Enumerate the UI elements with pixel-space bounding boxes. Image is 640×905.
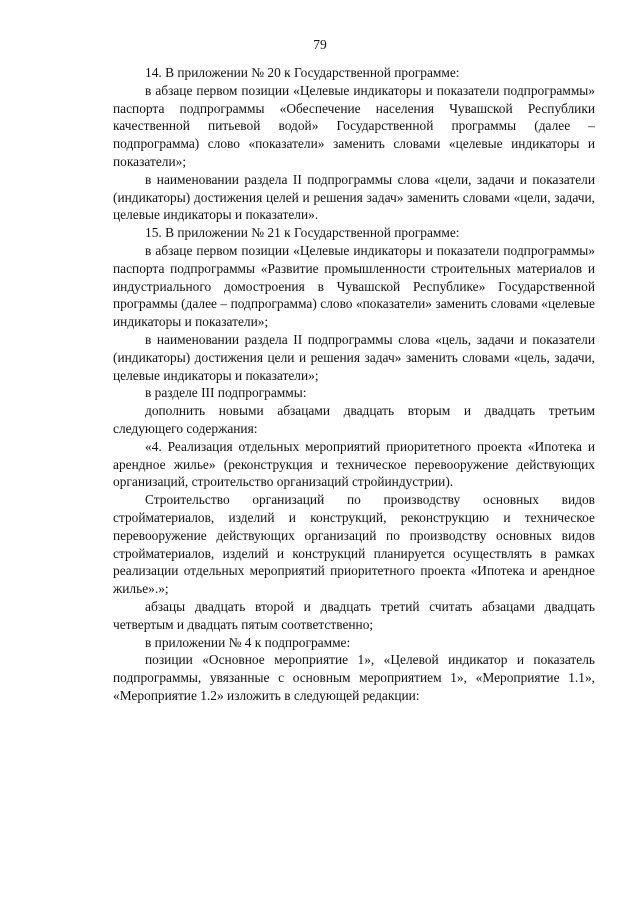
paragraph-item-14: 14. В приложении № 20 к Государственной программе: <box>145 65 460 80</box>
paragraph-passport-indicators-water: в абзаце первом позиции «Целевые индикаторы и показатели подпрограммы» паспорта подпрограммы «Обеспечение населения Чувашской Республики качественной питьевой водой» Государственной программы (далее – подпрограмма) слово «показатели» заменить словами «целевые индикаторы и показатели»; <box>113 82 595 169</box>
paragraph-renumber: абзацы двадцать второй и двадцать третий считать абзацами двадцать четвертым и двадцать пятым соответственно; <box>113 598 595 632</box>
paragraph-section-3: в разделе III подпрограммы: <box>145 385 307 401</box>
paragraph-add-abzacy: дополнить новыми абзацами двадцать вторым и двадцать третьим следующего содержания: <box>113 403 595 436</box>
document-body <box>113 64 595 705</box>
paragraph-positions: позиции «Основное мероприятие 1», «Целевой индикатор и показатель подпрограммы, увязанные с основным мероприятием 1», «Мероприятие 1.1», «Мероприятие 1.2» изложить в следующей редакции: <box>113 652 595 703</box>
paragraph-quote-construction: Строительство организаций по производству основных видов стройматериалов, изделий и конструкций, реконструкцию и техническое перевооружение действующих организаций по производству основных видов стройматериалов, изделий и конструкций планируется осуществлять в рамках реализации отдельных мероприятий приоритетного проекта «Ипотека и арендное жилье».»; <box>113 492 595 597</box>
paragraph-item-15: 15. В приложении № 21 к Государственной программе: <box>145 225 460 241</box>
paragraph-appendix-4: в приложении № 4 к подпрограмме: <box>145 634 351 650</box>
paragraph-passport-indicators-industry: в абзаце первом позиции «Целевые индикаторы и показатели подпрограммы» паспорта подпрограммы «Развитие промышленности строительных материалов и индустриального домостроения в Чувашской Республике» Государственной программы (далее – подпрограмма) слово «показатели» заменить словами «целевые индикаторы и показатели»; <box>113 242 595 330</box>
paragraph-section-2-industry: в наименовании раздела II подпрограммы слова «цель, задачи и показатели (индикаторы) достижения цели и решения задач» заменить словами «цель, задачи, целевые индикаторы и показатели»; <box>113 331 595 383</box>
paragraph-section-2-water: в наименовании раздела II подпрограммы слова «цели, задачи и показатели (индикаторы) достижения целей и решения задач» заменить словами «цели, задачи, целевые индикаторы и показатели». <box>113 171 595 223</box>
paragraph-quote-item-4: «4. Реализация отдельных мероприятий приоритетного проекта «Ипотека и арендное жилье» (реконструкция и техническое перевооружение действующих организаций, строительство организаций стройиндустрии). <box>113 438 595 490</box>
page-number: 79 <box>313 37 327 52</box>
